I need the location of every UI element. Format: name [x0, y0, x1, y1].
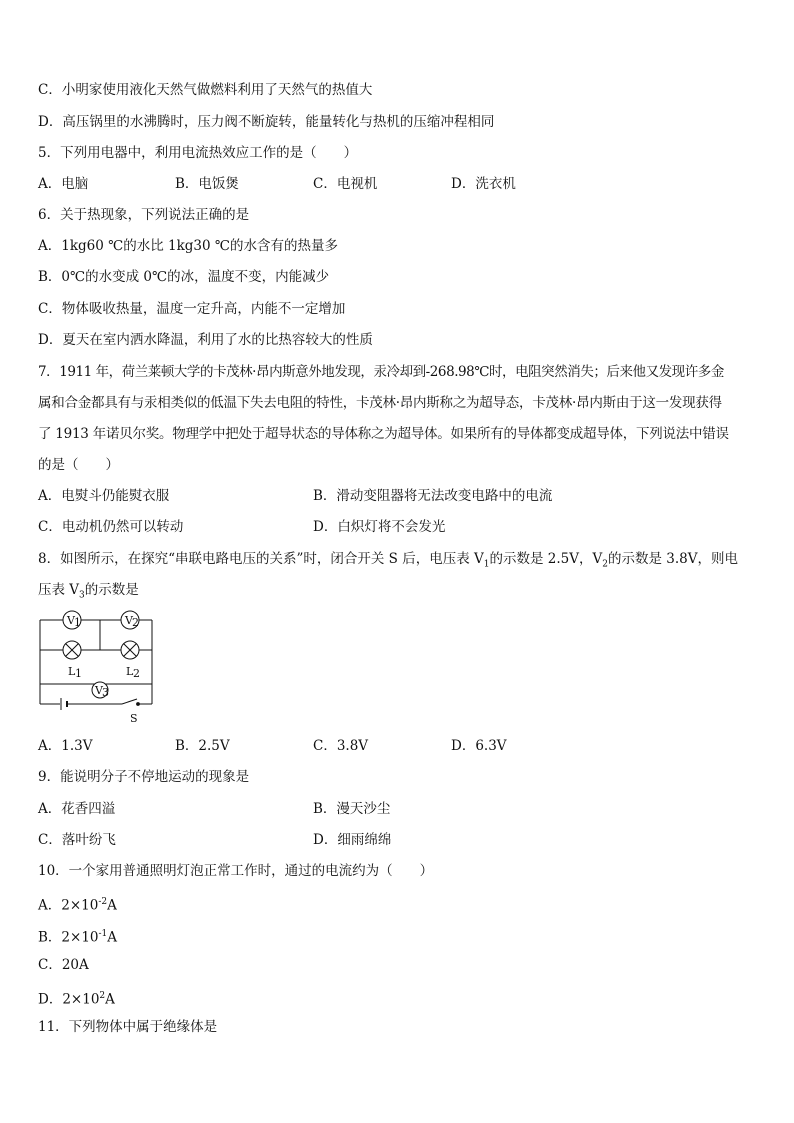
q7-option-c: C．电动机仍然可以转动	[38, 519, 184, 535]
q6-option-d: D．夏天在室内洒水降温，利用了水的比热容较大的性质	[38, 332, 373, 348]
q9-option-b: B．漫天沙尘	[313, 801, 391, 817]
q5-stem: 5．下列用电器中，利用电流热效应工作的是（ ）	[38, 145, 358, 161]
q6-option-a: A．1kg60 ℃的水比 1kg30 ℃的水含有的热量多	[38, 238, 339, 254]
q8-option-a: A．1.3V	[38, 738, 93, 754]
q9-option-d: D．细雨绵绵	[313, 832, 392, 848]
q7-stem-line4: 的是（ ）	[38, 457, 119, 473]
svg-text:2: 2	[133, 667, 140, 680]
svg-text:3: 3	[102, 686, 109, 699]
q7-option-d: D．白炽灯将不会发光	[313, 519, 446, 535]
q7-stem-line3: 了 1913 年诺贝尔奖。物理学中把处于超导状态的导体称之为超导体。如果所有的导体都变成超导体，下列说法中错误	[38, 426, 729, 442]
circuit-diagram	[34, 606, 158, 728]
svg-text:V: V	[67, 614, 75, 627]
q9-option-a: A．花香四溢	[38, 801, 116, 817]
q8-stem-line2: 压表 $V_3$的示数是	[38, 582, 139, 601]
svg-text:1: 1	[74, 616, 81, 629]
q7-stem-line1: 7．1911 年，荷兰莱顿大学的卡茂林·昂内斯意外地发现，汞冷却到-268.98℃时，电阻突然消失；后来他又发现许多金	[38, 364, 724, 380]
q9-stem: 9．能说明分子不停地运动的现象是	[38, 769, 250, 785]
q5-option-b: B．电饭煲	[175, 176, 239, 192]
svg-text:S: S	[130, 712, 138, 725]
svg-text:V: V	[125, 614, 133, 627]
lamp-l2-icon	[121, 641, 139, 659]
q6-option-c: C．物体吸收热量，温度一定升高，内能不一定增加	[38, 301, 346, 317]
q6-stem: 6．关于热现象，下列说法正确的是	[38, 207, 250, 223]
q5-option-d: D．洗衣机	[451, 176, 516, 192]
q8-stem-line1: 8．如图所示，在探究“串联电路电压的关系”时，闭合开关 S 后，电压表 $V_1$的示数是 2.5V，$V_2$的示数是 3.8V，则电	[38, 551, 739, 570]
q10-option-a: A．$2\times 10^{-2}A$	[38, 897, 117, 914]
q10-stem: 10．一个家用普通照明灯泡正常工作时，通过的电流约为（ ）	[38, 863, 434, 879]
q10-option-c: C．20A	[38, 957, 89, 973]
q9-option-c: C．落叶纷飞	[38, 832, 116, 848]
q8-option-d: D．6.3V	[451, 738, 507, 754]
q11-stem: 11．下列物体中属于绝缘体是	[38, 1019, 218, 1035]
svg-text:V: V	[95, 684, 103, 697]
q8-option-b: B．2.5V	[175, 738, 230, 754]
q4-option-c: C．小明家使用液化天然气做燃料利用了天然气的热值大	[38, 82, 373, 98]
lamp-l1-icon	[63, 641, 81, 659]
q7-option-a: A．电熨斗仍能熨衣服	[38, 488, 170, 504]
q4-option-d: D．高压锅里的水沸腾时，压力阀不断旋转，能量转化与热机的压缩冲程相同	[38, 114, 495, 130]
q6-option-b: B．0℃的水变成 0℃的冰，温度不变，内能减少	[38, 269, 330, 285]
svg-text:L: L	[68, 665, 76, 678]
svg-text:1: 1	[75, 667, 82, 680]
q10-option-b: B．$2\times 10^{-1}A$	[38, 929, 118, 946]
q5-option-c: C．电视机	[313, 176, 378, 192]
svg-text:L: L	[126, 665, 134, 678]
q7-option-b: B．滑动变阻器将无法改变电路中的电流	[313, 488, 553, 504]
q10-option-d: D．$2\times 10^2A$	[38, 991, 115, 1008]
svg-text:2: 2	[132, 616, 139, 629]
q5-option-a: A．电脑	[38, 176, 89, 192]
q8-option-c: C．3.8V	[313, 738, 369, 754]
q7-stem-line2: 属和合金都具有与汞相类似的低温下失去电阻的特性，卡茂林·昂内斯称之为超导态，卡茂林·昂内斯由于这一发现获得	[38, 395, 722, 411]
